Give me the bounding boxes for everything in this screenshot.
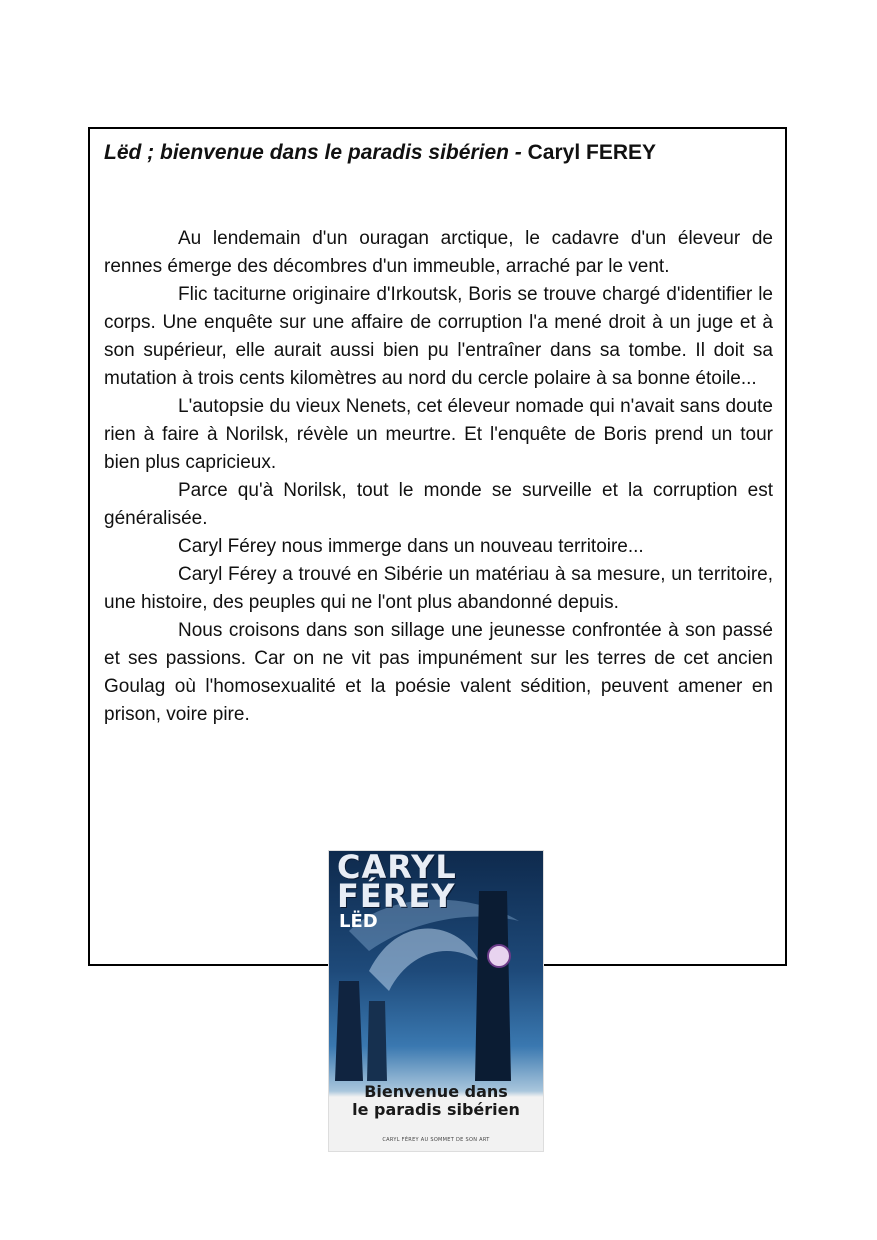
paragraph: Flic taciturne originaire d'Irkoutsk, Boris se trouve chargé d'identifier le corps. Une enquête sur une affaire de corruption l'a mené droit à un juge et à son supérieur, elle aurait aussi bien pu l'entraîner dans sa tombe. Il doit sa mutation à trois cents kilomètres au nord du cercle polaire à sa bonne étoile... [104, 284, 773, 389]
cover-subtitle-line2: le paradis sibérien [352, 1100, 520, 1119]
book-cover-image [329, 851, 543, 1151]
cover-author [337, 851, 457, 915]
cover-author-first: CARYL [337, 851, 457, 886]
cover-book-title: LËD [339, 911, 378, 932]
title-book-name: Lëd ; bienvenue dans le paradis sibérien - [104, 141, 522, 164]
paragraph: Caryl Férey nous immerge dans un nouveau territoire... [178, 536, 644, 557]
document-body [104, 225, 773, 729]
cover-subtitle [329, 1083, 543, 1119]
cover-subtitle-line1: Bienvenue dans [364, 1082, 508, 1101]
paragraph: Au lendemain d'un ouragan arctique, le cadavre d'un éleveur de rennes émerge des décombres d'un immeuble, arraché par le vent. [104, 228, 773, 277]
document-title [104, 138, 656, 168]
title-author: Caryl FEREY [527, 141, 657, 164]
cover-tagline: CARYL FÉREY AU SOMMET DE SON ART [382, 1137, 490, 1143]
paragraph: L'autopsie du vieux Nenets, cet éleveur nomade qui n'avait sans doute rien à faire à Norilsk, révèle un meurtre. Et l'enquête de Boris prend un tour bien plus capricieux. [104, 396, 773, 473]
paragraph: Caryl Férey a trouvé en Sibérie un matériau à sa mesure, un territoire, une histoire, des peuples qui ne l'ont plus abandonné depuis. [104, 564, 773, 613]
publisher-emblem-icon [487, 944, 511, 968]
paragraph: Nous croisons dans son sillage une jeunesse confrontée à son passé et ses passions. Car on ne vit pas impunément sur les terres de cet ancien Goulag où l'homosexualité et la poésie valent sédition, peuvent amener en prison, voire pire. [104, 620, 773, 725]
cover-author-last: FÉREY [337, 877, 456, 915]
paragraph: Parce qu'à Norilsk, tout le monde se surveille et la corruption est généralisée. [104, 480, 773, 529]
